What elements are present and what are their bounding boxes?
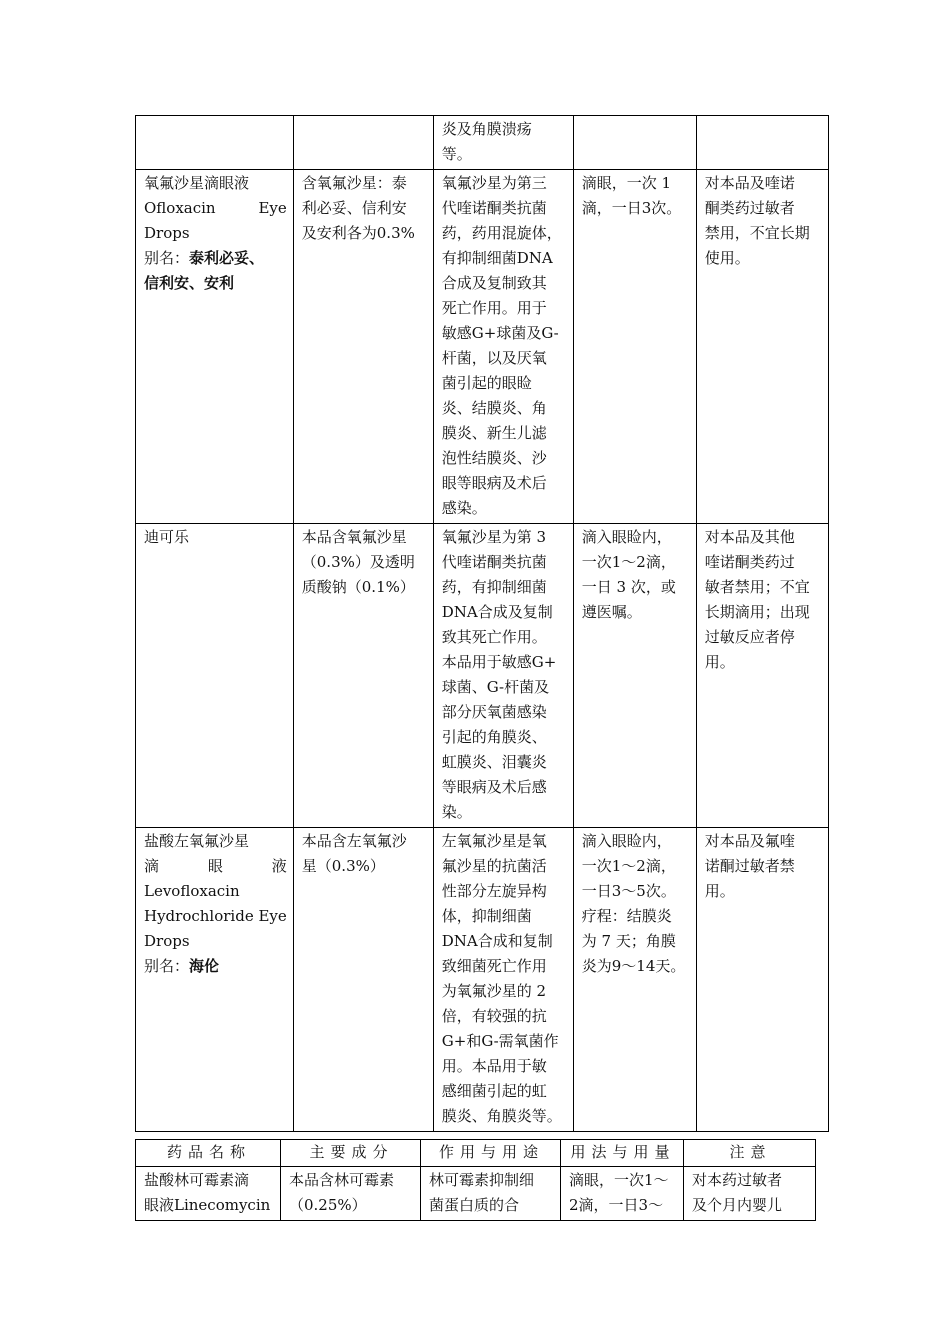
cell-line: 滴入眼睑内，: [581, 528, 672, 546]
cell-line: 炎、结膜炎、角: [441, 399, 547, 417]
cell-line: 有抑制细菌DNA: [441, 249, 553, 267]
cell-line: Hydrochloride Eye: [144, 907, 287, 925]
drug-alias-line: [144, 271, 287, 296]
cell-line: 氟沙星的抗菌活: [441, 857, 547, 875]
cell-line: 及个月内婴儿: [692, 1196, 783, 1214]
cell-line: 滴 眼 液: [144, 857, 287, 875]
alias-value: 信利安、安利: [144, 274, 235, 292]
drug-name-cell: [136, 116, 294, 170]
cell-line: 一日 3 次，或: [581, 578, 676, 596]
drug-name-cell: [136, 828, 294, 1132]
composition-cell: [293, 116, 433, 170]
notes-cell: [696, 524, 828, 828]
table-row: [136, 170, 829, 524]
cell-line: 用。本品用于敏: [441, 1057, 547, 1075]
usage-cell: [573, 828, 696, 1132]
action-cell: [433, 116, 573, 170]
header-main-ingredients: 主要成分: [281, 1140, 421, 1167]
cell-line: 膜炎、新生儿滤: [441, 424, 547, 442]
usage-cell: [573, 170, 696, 524]
header-action-and-use: 作用与用途: [421, 1140, 561, 1167]
table-row: [136, 116, 829, 170]
notes-cell: [696, 116, 828, 170]
cell-line: 长期滴用；出现: [704, 603, 810, 621]
cell-line: 滴眼，一次1～: [569, 1171, 669, 1189]
cell-line: 本品含氧氟沙星: [301, 528, 407, 546]
cell-line: G+和G-需氧菌作: [441, 1032, 559, 1050]
cell-line: 诺酮过敏者禁: [704, 857, 795, 875]
cell-line: 药，药用混旋体，: [441, 224, 562, 242]
cell-line: （0.3%）及透明: [301, 553, 415, 571]
notes-cell: [696, 828, 828, 1132]
usage-cell: [561, 1167, 684, 1221]
header-usage-and-dosage: 用法与用量: [561, 1140, 684, 1167]
usage-cell: [573, 116, 696, 170]
cell-line: 盐酸左氧氟沙星: [144, 832, 250, 850]
cell-line: 代喹诺酮类抗菌: [441, 553, 547, 571]
composition-cell: [293, 524, 433, 828]
drug-table-continued: [135, 115, 829, 1132]
cell-line: 对本品及喹诺: [704, 174, 795, 192]
cell-line: 疗程：结膜炎: [581, 907, 672, 925]
cell-line: 利必妥、信利安: [301, 199, 407, 217]
cell-line: DNA合成及复制: [441, 603, 553, 621]
table-row: [136, 524, 829, 828]
cell-line: 一日3～5次。: [581, 882, 676, 900]
cell-line: 迪可乐: [144, 528, 190, 546]
cell-line: 滴入眼睑内，: [581, 832, 672, 850]
cell-line: 氧氟沙星为第 3: [441, 528, 547, 546]
cell-line: 敏者禁用；不宜: [704, 578, 810, 596]
cell-line: 本品含左氧氟沙: [301, 832, 407, 850]
cell-line: 林可霉素抑制细: [429, 1171, 535, 1189]
cell-line: 一次1～2滴，: [581, 553, 676, 571]
cell-line: 酮类药过敏者: [704, 199, 795, 217]
cell-line: 合成及复制致其: [441, 274, 547, 292]
composition-cell: [281, 1167, 421, 1221]
action-cell: [433, 524, 573, 828]
alias-value: 海伦: [189, 957, 220, 975]
cell-line: 用。: [704, 882, 735, 900]
cell-line: 用。: [704, 653, 735, 671]
cell-line: 杆菌，以及厌氧: [441, 349, 547, 367]
cell-line: Levofloxacin: [144, 882, 240, 900]
cell-line: 一次1～2滴，: [581, 857, 676, 875]
alias-label: 别名：: [144, 249, 190, 267]
cell-line: 染。: [441, 803, 472, 821]
table-header-row: [136, 1140, 816, 1167]
cell-line: 炎及角膜溃疡: [441, 120, 532, 138]
cell-line: 死亡作用。用于: [441, 299, 547, 317]
cell-line: DNA合成和复制: [441, 932, 553, 950]
cell-line: 为 7 天；角膜: [581, 932, 676, 950]
cell-line: 对本品及其他: [704, 528, 795, 546]
header-drug-name: 药品名称: [136, 1140, 281, 1167]
cell-line: 体，抑制细菌: [441, 907, 532, 925]
action-cell: [433, 170, 573, 524]
drug-name-cell: [136, 170, 294, 524]
cell-line: 星（0.3%）: [301, 857, 385, 875]
cell-line: Drops: [144, 224, 190, 242]
cell-line: 2滴，一日3～: [569, 1196, 664, 1214]
cell-line: （0.25%）: [289, 1196, 367, 1214]
cell-line: 球菌、G-杆菌及: [441, 678, 550, 696]
cell-line: 膜炎、角膜炎等。: [441, 1107, 562, 1125]
cell-line: 感细菌引起的虹: [441, 1082, 547, 1100]
drug-name-cell: [136, 524, 294, 828]
cell-line: 对本药过敏者: [692, 1171, 783, 1189]
header-notes: 注意: [684, 1140, 816, 1167]
cell-line: 过敏反应者停: [704, 628, 795, 646]
action-cell: [421, 1167, 561, 1221]
action-cell: [433, 828, 573, 1132]
cell-line: 眼液Linecomycin: [144, 1196, 271, 1214]
cell-line: Drops: [144, 932, 190, 950]
cell-line: 炎为9～14天。: [581, 957, 686, 975]
table-row: [136, 1167, 816, 1221]
cell-line: 盐酸林可霉素滴: [144, 1171, 250, 1189]
cell-line: 药，有抑制细菌: [441, 578, 547, 596]
notes-cell: [684, 1167, 816, 1221]
cell-line: 菌引起的眼睑: [441, 374, 532, 392]
cell-line: 倍，有较强的抗: [441, 1007, 547, 1025]
cell-line: 致其死亡作用。: [441, 628, 547, 646]
cell-line: 菌蛋白质的合: [429, 1196, 520, 1214]
cell-line: 敏感G+球菌及G-: [441, 324, 559, 342]
cell-line: 及安利各为0.3%: [301, 224, 415, 242]
cell-line: 滴眼，一次 1: [581, 174, 672, 192]
alias-label: 别名：: [144, 957, 190, 975]
cell-line: 滴，一日3次。: [581, 199, 682, 217]
cell-line: 等眼病及术后感: [441, 778, 547, 796]
cell-line: 眼等眼病及术后: [441, 474, 547, 492]
cell-line: 引起的角膜炎、: [441, 728, 547, 746]
drug-alias-line: [144, 954, 287, 979]
cell-line: 禁用，不宜长期: [704, 224, 810, 242]
cell-line: 为氧氟沙星的 2: [441, 982, 547, 1000]
cell-line: 本品用于敏感G+: [441, 653, 557, 671]
drug-name-cell: [136, 1167, 281, 1221]
composition-cell: [293, 828, 433, 1132]
cell-line: 虹膜炎、泪囊炎: [441, 753, 547, 771]
drug-alias-line: [144, 246, 287, 271]
cell-line: 使用。: [704, 249, 750, 267]
cell-line: 喹诺酮类药过: [704, 553, 795, 571]
cell-line: 遵医嘱。: [581, 603, 642, 621]
cell-line: 性部分左旋异构: [441, 882, 547, 900]
cell-line: 等。: [441, 145, 472, 163]
table-row: [136, 828, 829, 1132]
composition-cell: [293, 170, 433, 524]
cell-line: 致细菌死亡作用: [441, 957, 547, 975]
alias-value: 泰利必妥、: [189, 249, 265, 267]
drug-table-header-section: [135, 1139, 816, 1221]
cell-line: 氧氟沙星滴眼液: [144, 174, 250, 192]
notes-cell: [696, 170, 828, 524]
cell-line: 质酸钠（0.1%）: [301, 578, 415, 596]
cell-line: 含氧氟沙星：泰: [301, 174, 407, 192]
usage-cell: [573, 524, 696, 828]
cell-line: Ofloxacin Eye: [144, 199, 287, 217]
cell-line: 泡性结膜炎、沙: [441, 449, 547, 467]
cell-line: 氧氟沙星为第三: [441, 174, 547, 192]
cell-line: 部分厌氧菌感染: [441, 703, 547, 721]
cell-line: 对本品及氟喹: [704, 832, 795, 850]
cell-line: 左氧氟沙星是氧: [441, 832, 547, 850]
cell-line: 感染。: [441, 499, 487, 517]
cell-line: 本品含林可霉素: [289, 1171, 395, 1189]
cell-line: 代喹诺酮类抗菌: [441, 199, 547, 217]
